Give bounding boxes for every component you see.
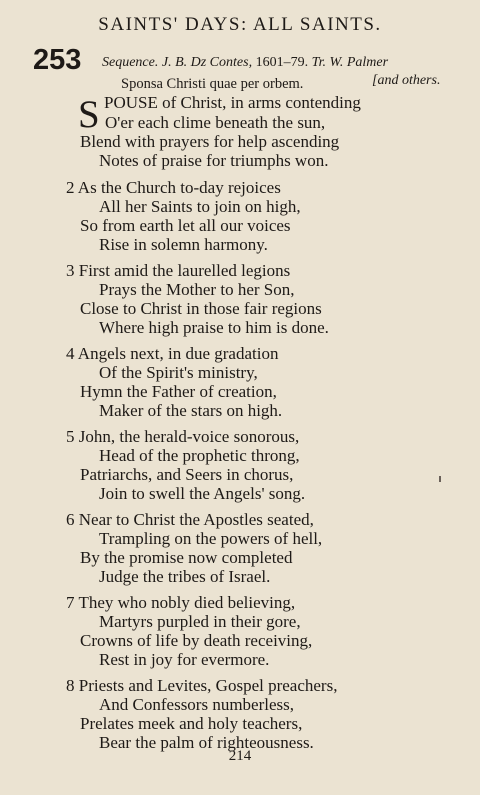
hymn-attribution: [102, 55, 462, 71]
stanza-line: Head of the prophetic throng,: [99, 446, 300, 465]
translator-credit: Tr. W. Palmer: [311, 55, 389, 70]
running-head: SAINTS' DAYS: ALL SAINTS.: [98, 14, 382, 35]
stanza-line: All her Saints to join on high,: [99, 197, 301, 216]
latin-first-line: Sponsa Christi quae per orbem.: [121, 76, 304, 92]
stanza-line: Maker of the stars on high.: [99, 401, 283, 420]
stanza-1-line-1: POUSE of Christ, in arms contending: [104, 93, 361, 112]
stanza-line: Bear the palm of righteousness.: [99, 733, 314, 752]
stanza-line: Prelates meek and holy teachers,: [80, 714, 303, 733]
stanza-line: Rest in joy for evermore.: [99, 650, 270, 669]
author-credit: Sequence. J. B. Dz Contes,: [102, 55, 253, 70]
stanza-line: Prays the Mother to her Son,: [99, 280, 295, 299]
stanza-line: Of the Spirit's ministry,: [99, 363, 258, 382]
stanza-line: So from earth let all our voices: [80, 216, 291, 235]
stanza-1-line-4: Notes of praise for triumphs won.: [99, 151, 329, 170]
stanza-line: Trampling on the powers of hell,: [99, 529, 323, 548]
stanza-line: 6 Near to Christ the Apostles seated,: [66, 510, 314, 529]
stanza-line: And Confessors numberless,: [99, 695, 295, 714]
stanza-1-line-3: Blend with prayers for help ascending: [80, 132, 340, 151]
stanza-line: 8 Priests and Levites, Gospel preachers,: [66, 676, 338, 695]
page-number: 214: [228, 748, 252, 764]
print-speck: [439, 476, 441, 482]
stanza-line: Crowns of life by death receiving,: [80, 631, 313, 650]
stanza-line: 5 John, the herald-voice sonorous,: [66, 427, 300, 446]
translator-credit-continued: [and others.: [372, 73, 441, 88]
stanza-line: Join to swell the Angels' song.: [99, 484, 306, 503]
stanza-line: 2 As the Church to-day rejoices: [66, 178, 281, 197]
stanza-line: 4 Angels next, in due gradation: [66, 344, 279, 363]
stanza-line: 3 First amid the laurelled legions: [66, 261, 291, 280]
stanza-line: 7 They who nobly died believing,: [66, 593, 296, 612]
stanza-line: Judge the tribes of Israel.: [99, 567, 271, 586]
stanza-line: Martyrs purpled in their gore,: [99, 612, 301, 631]
stanza-line: Hymn the Father of creation,: [80, 382, 277, 401]
hymn-number: 253: [33, 44, 82, 76]
stanza-1-line-2: O'er each clime beneath the sun,: [105, 113, 326, 132]
author-years: 1601–79.: [255, 55, 309, 70]
stanza-line: By the promise now completed: [80, 548, 293, 567]
stanza-line: Rise in solemn harmony.: [99, 235, 268, 254]
drop-cap: S: [78, 93, 100, 136]
stanza-line: Patriarchs, and Seers in chorus,: [80, 465, 294, 484]
stanza-line: Close to Christ in those fair regions: [80, 299, 322, 318]
stanza-line: Where high praise to him is done.: [99, 318, 329, 337]
